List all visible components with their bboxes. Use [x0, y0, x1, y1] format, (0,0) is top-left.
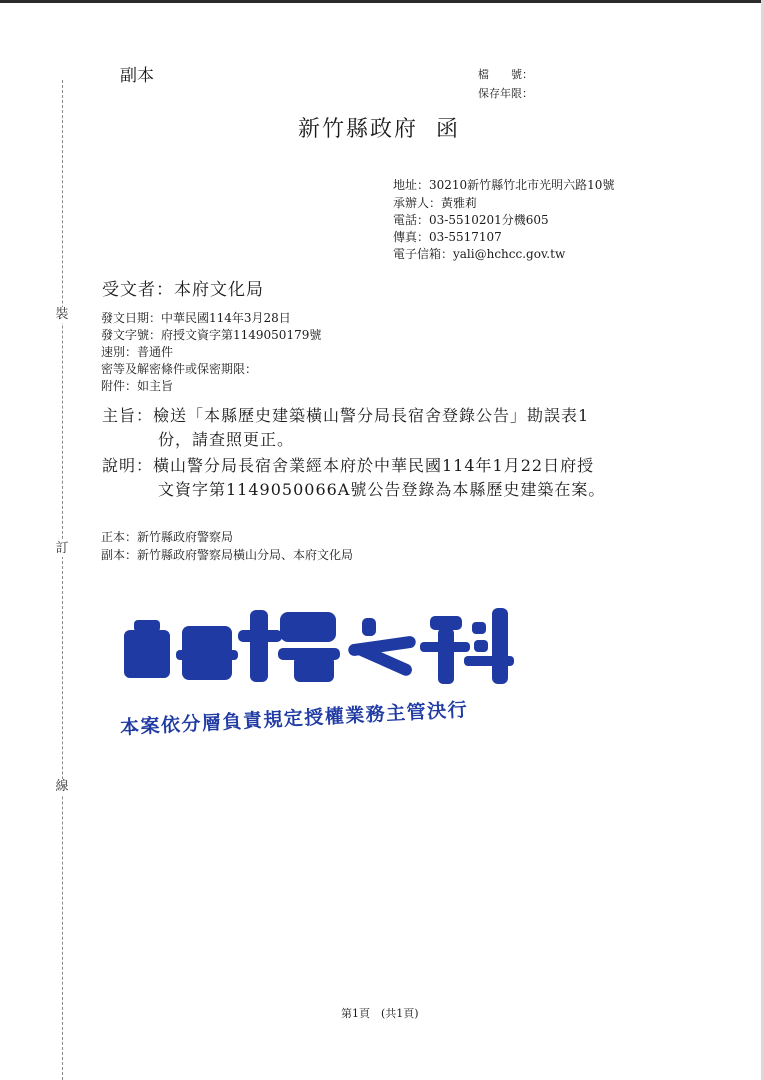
address: 地址：30210新竹縣竹北市光明六路10號	[393, 178, 615, 192]
delivery-speed: 速別：普通件	[101, 345, 174, 359]
scan-top-edge	[0, 0, 764, 3]
fax: 傳真：03-5517107	[393, 230, 502, 244]
magistrate-seal	[118, 606, 518, 686]
explanation-line-1: 說明：橫山警分局長宿舍業經本府於中華民國114年1月22日府授	[102, 456, 595, 475]
email: 電子信箱：yali@hchcc.gov.tw	[393, 247, 566, 261]
delegation-stamp: 本案依分層負責規定授權業務主管決行	[119, 698, 469, 739]
handler: 承辦人：黃雅莉	[393, 196, 478, 210]
secrecy-level: 密等及解密條件或保密期限：	[101, 362, 258, 376]
attachment: 附件：如主旨	[101, 379, 174, 393]
binding-mark-3: 線	[55, 779, 69, 794]
binding-mark-2: 訂	[55, 541, 69, 556]
document-type: 函	[436, 117, 459, 142]
retention-period: 保存年限：	[478, 87, 533, 100]
copy-label: 副本	[120, 66, 154, 86]
original-recipient: 正本：新竹縣政府警察局	[101, 530, 234, 544]
file-number: 檔 號：	[478, 68, 533, 81]
page-footer: 第1頁 (共1頁)	[341, 1007, 419, 1020]
subject-line-1: 主旨：檢送「本縣歷史建築橫山警分局長宿舍登錄公告」勘誤表1	[102, 406, 590, 425]
document-number: 發文字號：府授文資字第1149050179號	[101, 328, 322, 342]
phone: 電話：03-5510201分機605	[393, 213, 549, 227]
recipient: 受文者：本府文化局	[102, 280, 264, 300]
binding-mark-1: 裝	[55, 307, 69, 322]
copy-recipients: 副本：新竹縣政府警察局橫山分局、本府文化局	[101, 548, 354, 562]
issuing-org: 新竹縣政府	[298, 117, 419, 142]
subject-line-2: 份，請查照更正。	[158, 430, 295, 449]
explanation-line-2: 文資字第1149050066A號公告登錄為本縣歷史建築在案。	[158, 480, 606, 499]
issue-date: 發文日期：中華民國114年3月28日	[101, 311, 291, 325]
binding-line	[62, 80, 63, 1080]
